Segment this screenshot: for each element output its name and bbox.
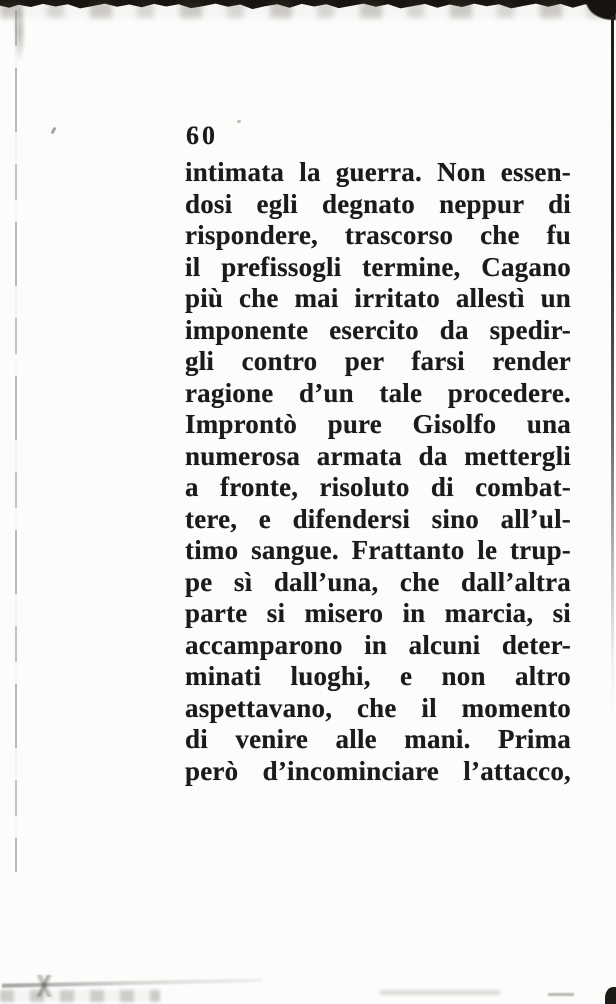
text-line: aspettavano, che il momento [185,692,571,723]
page-number: 60 [186,121,218,150]
text-line: ragione d’un tale procedere. [185,377,571,408]
text-line: numerosa armata da mettergli [185,440,571,471]
scan-left-crease-top [12,4,34,94]
scan-bottom-dash [548,993,574,996]
body-text [185,157,571,787]
text-line: a fronte, risoluto di combat- [185,472,571,502]
text-line: pe sì dall’una, che dall’altra [185,566,571,597]
text-line: di venire alle mani. Prima [185,724,571,754]
text-line: accamparono in alcuni deter- [185,629,571,660]
text-line: rispondere, trascorso che fu [185,220,571,250]
text-line: Improntò pure Gisolfo una [185,409,571,439]
text-line: timo sangue. Frattanto le trup- [185,535,571,565]
text-line: parte si misero in marcia, si [185,598,571,628]
scan-right-edge [611,16,614,716]
text-line: dosi egli degnato neppur di [185,188,571,219]
text-line: intimata la guerra. Non essen- [185,157,571,187]
text-line: tere, e difendersi sino all’ul- [185,503,571,534]
scan-bottom-blot [0,990,160,1002]
scan-bottom-right-corner [605,987,616,1004]
scan-speck [51,127,57,135]
text-line: però d’incominciare l’attacco, [185,755,571,786]
text-line: gli contro per farsi render [185,346,571,376]
text-line: più che mai irritato allestì un [185,283,571,313]
scan-bottom-smudge [380,990,500,995]
scan-speck [237,120,241,123]
text-line: imponente esercito da spedir- [185,314,571,345]
scan-left-crease [15,10,17,872]
text-line: il prefissogli termine, Cagano [185,251,571,282]
scan-top-edge [0,0,616,14]
text-line: minati luoghi, e non altro [185,661,571,691]
